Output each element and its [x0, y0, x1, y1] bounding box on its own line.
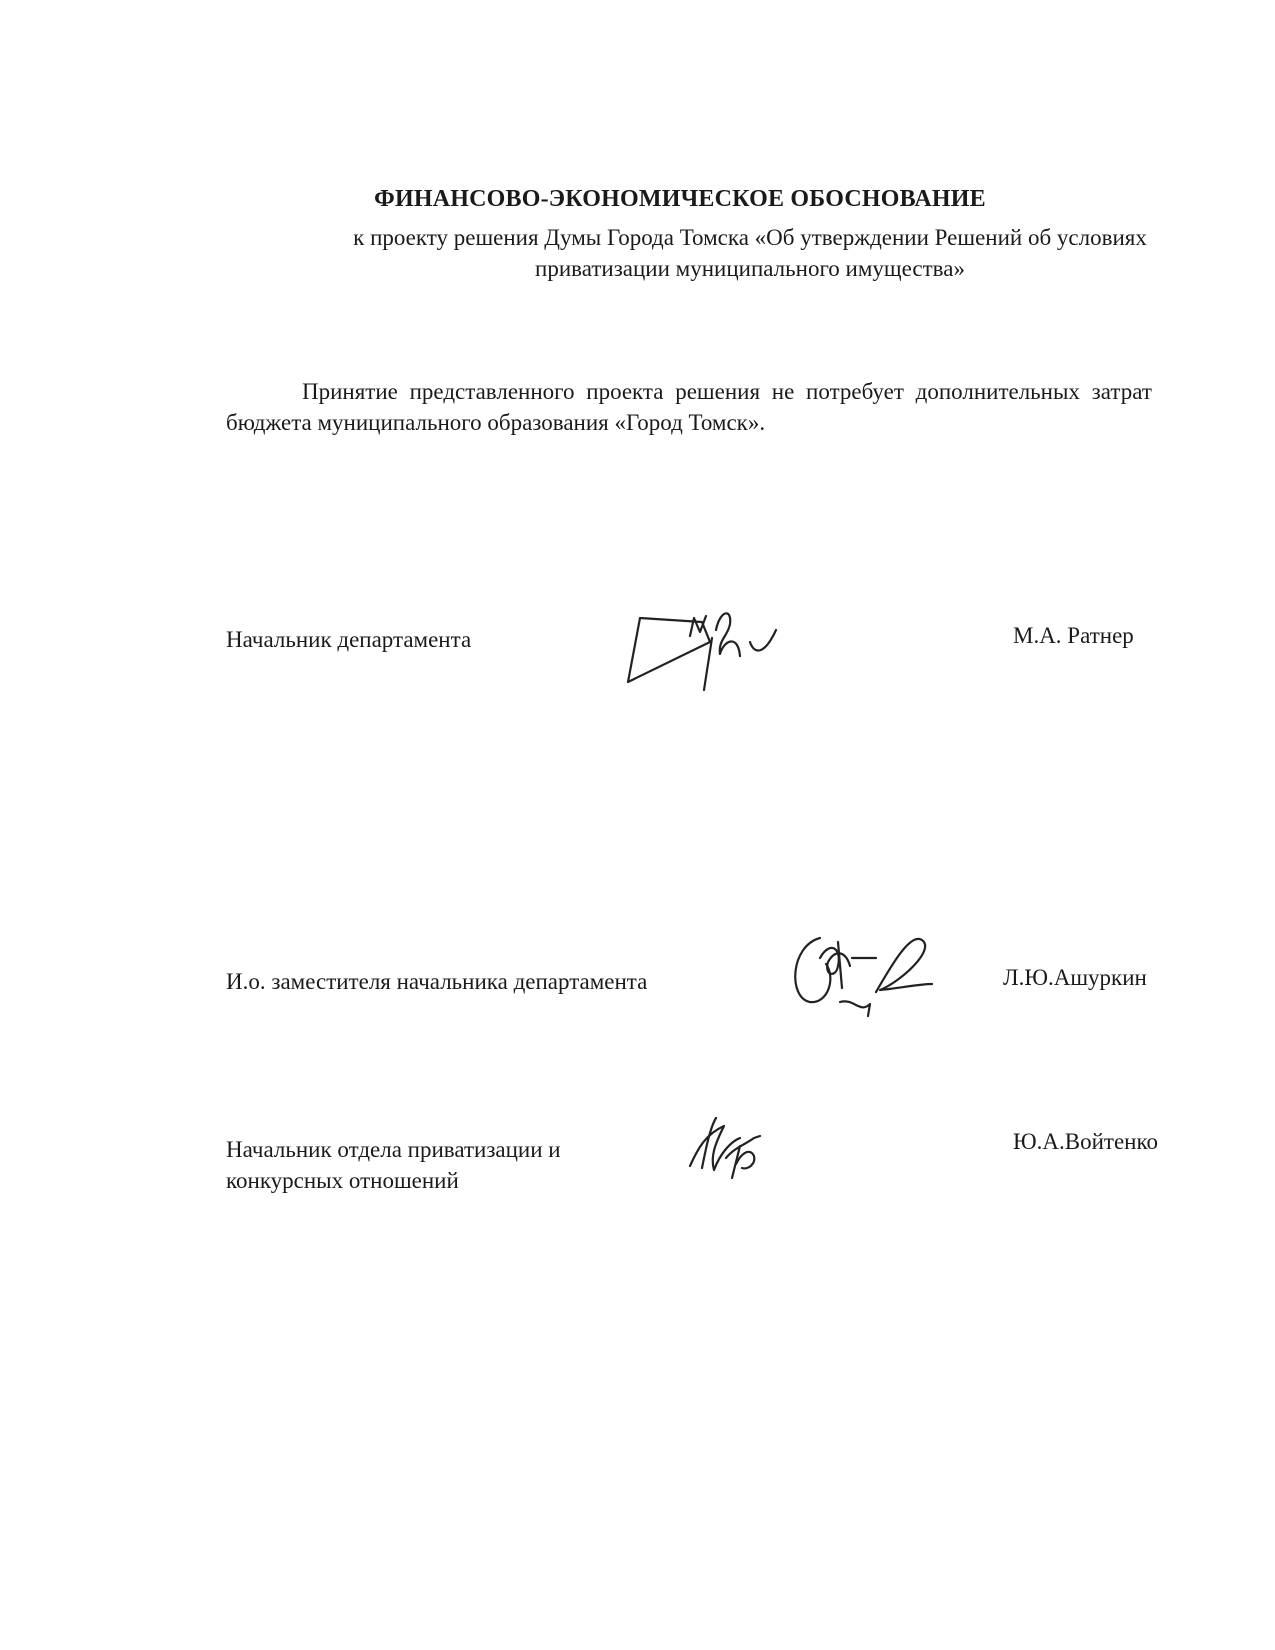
body-paragraph: [226, 376, 1275, 438]
body-line-1: Принятие представленного проекта решения не потребует дополнительных затрат: [302, 379, 1152, 404]
signature-block-head: [0, 600, 1275, 740]
handwritten-signature-icon: [620, 600, 820, 710]
signature-block-privatization: [0, 1108, 1275, 1248]
position-line: Начальник департамента: [226, 627, 472, 652]
body-line-2: бюджета муниципального образования «Город Томск».: [226, 410, 766, 435]
document-subtitle: [270, 222, 1230, 284]
signature-name: Л.Ю.Ашуркин: [1003, 965, 1147, 990]
signature-name: М.А. Ратнер: [1013, 623, 1134, 648]
handwritten-signature-icon: [680, 1108, 790, 1188]
position-line: конкурсных отношений: [226, 1168, 459, 1193]
signature-position: [226, 966, 647, 997]
signature-name: Ю.А.Войтенко: [1013, 1129, 1158, 1154]
position-line: Начальник отдела приватизации и: [226, 1137, 561, 1162]
handwritten-signature-icon: [780, 918, 950, 1028]
document-title: ФИНАНСОВО-ЭКОНОМИЧЕСКОЕ ОБОСНОВАНИЕ: [374, 186, 986, 212]
subtitle-line-1: к проекту решения Думы Города Томска «Об утверждении Решений об условиях: [353, 225, 1147, 250]
position-line: И.о. заместителя начальника департамента: [226, 969, 648, 994]
signature-block-deputy: [0, 918, 1275, 1058]
signature-position: [226, 624, 471, 655]
signature-position: [226, 1134, 561, 1196]
subtitle-line-2: приватизации муниципального имущества»: [535, 256, 965, 281]
